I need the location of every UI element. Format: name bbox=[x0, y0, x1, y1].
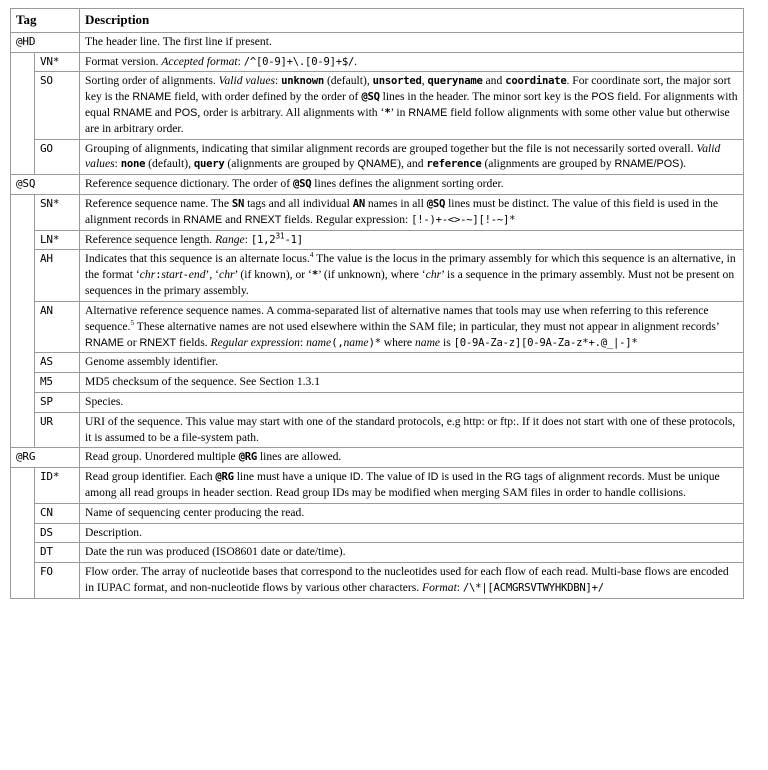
table-row bbox=[11, 175, 744, 195]
description-cell: Format version. Accepted format: /^[0-9]+\.[0-9]+$/. bbox=[80, 52, 744, 72]
table-row bbox=[11, 373, 744, 393]
table-row bbox=[11, 353, 744, 373]
description-cell: Genome assembly identifier. bbox=[80, 353, 744, 373]
table-body bbox=[11, 32, 744, 598]
description-cell: The header line. The first line if present. bbox=[80, 32, 744, 52]
table-row bbox=[11, 230, 744, 250]
table-row bbox=[11, 301, 744, 352]
table-row bbox=[11, 563, 744, 599]
record-type-cell: @RG bbox=[11, 448, 80, 468]
description-cell: URI of the sequence. This value may start with one of the standard protocols, e.g http: or ftp:. If it does not start with one of these protocols, it is assumed to be a file-system path. bbox=[80, 412, 744, 448]
record-type-cell: @SQ bbox=[11, 175, 80, 195]
tag-cell: CN bbox=[35, 503, 80, 523]
description-cell: Reference sequence name. The SN tags and all individual AN names in all @SQ lines must be distinct. The value of this field is used in the alignment records in RNAME and RNEXT fields. Regular expression: [!-)+-<>-~][!-~]* bbox=[80, 195, 744, 231]
column-header-description: Description bbox=[80, 9, 744, 33]
table-header-row bbox=[11, 9, 744, 33]
table-row bbox=[11, 543, 744, 563]
tag-cell: SP bbox=[35, 392, 80, 412]
tag-cell: GO bbox=[35, 139, 80, 175]
description-cell: Read group. Unordered multiple @RG lines are allowed. bbox=[80, 448, 744, 468]
description-cell: Flow order. The array of nucleotide bases that correspond to the nucleotides used for each flow of each read. Multi-base flows are encoded in IUPAC format, and non-nucleotide flows by various other characters. Format: /\*|[ACMGRSVTWYHKDBN]+/ bbox=[80, 563, 744, 599]
column-header-tag: Tag bbox=[11, 9, 80, 33]
tag-cell: LN* bbox=[35, 230, 80, 250]
description-cell: Grouping of alignments, indicating that similar alignment records are grouped together but the file is not necessarily sorted overall. Valid values: none (default), query (alignments are grouped by QNAME), and reference (alignments are grouped by RNAME/POS). bbox=[80, 139, 744, 175]
table-row bbox=[11, 468, 744, 504]
tag-cell: ID* bbox=[35, 468, 80, 504]
description-cell: Description. bbox=[80, 523, 744, 543]
table-row bbox=[11, 250, 744, 301]
description-cell: Date the run was produced (ISO8601 date or date/time). bbox=[80, 543, 744, 563]
tag-cell: SN* bbox=[35, 195, 80, 231]
tag-cell: AH bbox=[35, 250, 80, 301]
description-cell: Sorting order of alignments. Valid values: unknown (default), unsorted, queryname and coordinate. For coordinate sort, the major sort key is the RNAME field, with order defined by the order of @SQ lines in the header. The minor sort key is the POS field. For alignments with equal RNAME and POS, order is arbitrary. All alignments with ‘*’ in RNAME field follow alignments with some other value but otherwise are in arbitrary order. bbox=[80, 72, 744, 139]
record-group-spacer bbox=[11, 52, 35, 175]
record-group-spacer bbox=[11, 468, 35, 599]
description-cell: Species. bbox=[80, 392, 744, 412]
tag-cell: DS bbox=[35, 523, 80, 543]
document-page bbox=[0, 8, 768, 770]
table-row bbox=[11, 52, 744, 72]
record-type-cell: @HD bbox=[11, 32, 80, 52]
record-group-spacer bbox=[11, 195, 35, 448]
table-row bbox=[11, 32, 744, 52]
description-cell: Reference sequence dictionary. The order of @SQ lines defines the alignment sorting order. bbox=[80, 175, 744, 195]
table-row bbox=[11, 139, 744, 175]
table-head bbox=[11, 9, 744, 33]
description-cell: Name of sequencing center producing the read. bbox=[80, 503, 744, 523]
tag-cell: AS bbox=[35, 353, 80, 373]
tag-cell: VN* bbox=[35, 52, 80, 72]
tag-cell: UR bbox=[35, 412, 80, 448]
description-cell: Reference sequence length. Range: $[1,2^{31}-1]$ bbox=[80, 230, 744, 250]
tag-cell: M5 bbox=[35, 373, 80, 393]
table-row bbox=[11, 72, 744, 139]
sam-header-tag-table bbox=[10, 8, 744, 599]
tag-cell: FO bbox=[35, 563, 80, 599]
table-row bbox=[11, 412, 744, 448]
description-cell: Indicates that this sequence is an alternate locus.$^4$ The value is the locus in the primary assembly for which this sequence is an alternative, in the format ‘chr:start-end’, ‘chr’ (if known), or ‘*’ (if unknown), where ‘chr’ is a sequence in the primary assembly. Must not be present on sequences in the primary assembly. bbox=[80, 250, 744, 301]
table-row bbox=[11, 448, 744, 468]
table-row bbox=[11, 503, 744, 523]
table-row bbox=[11, 392, 744, 412]
tag-cell: DT bbox=[35, 543, 80, 563]
table-row bbox=[11, 523, 744, 543]
description-cell: Read group identifier. Each @RG line must have a unique ID. The value of ID is used in the RG tags of alignment records. Must be unique among all read groups in header section. Read group IDs may be modified when merging SAM files in order to handle collisions. bbox=[80, 468, 744, 504]
description-cell: Alternative reference sequence names. A comma-separated list of alternative names that tools may use when referring to this reference sequence.$^5$ These alternative names are not used elsewhere within the SAM file; in particular, they must not appear in alignment records’ RNAME or RNEXT fields. Regular expression: name(,name)* where name is [0-9A-Za-z][0-9A-Za-z*+.@_|-]* bbox=[80, 301, 744, 352]
table-row bbox=[11, 195, 744, 231]
description-cell: MD5 checksum of the sequence. See Section 1.3.1 bbox=[80, 373, 744, 393]
tag-cell: SO bbox=[35, 72, 80, 139]
tag-cell: AN bbox=[35, 301, 80, 352]
